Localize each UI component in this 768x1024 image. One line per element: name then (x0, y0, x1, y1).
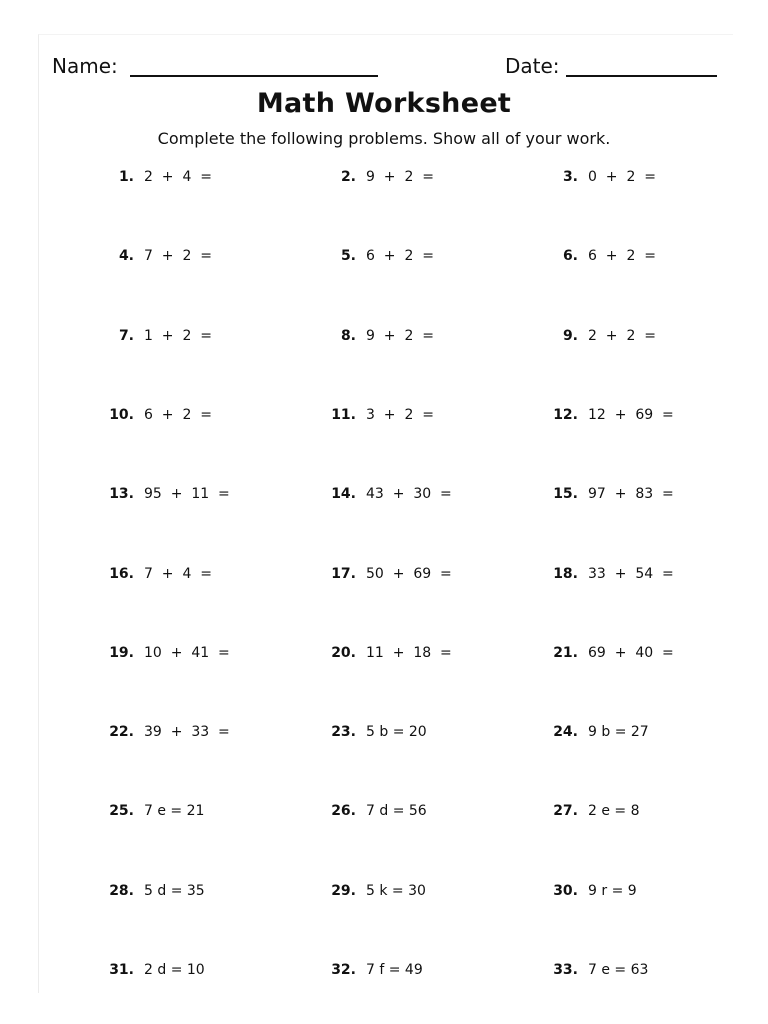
problem-number: 13. (109, 486, 134, 502)
problem-number: 16. (109, 566, 134, 582)
problem-expression: 33 + 54 = (588, 566, 674, 582)
worksheet-header (52, 52, 720, 82)
problem-expression: 43 + 30 = (366, 486, 452, 502)
problem-number: 20. (331, 645, 356, 661)
problem-expression: 5 k = 30 (366, 883, 426, 899)
problem-expression: 69 + 40 = (588, 645, 674, 661)
problem-expression: 5 b = 20 (366, 724, 427, 740)
problem-expression: 11 + 18 = (366, 645, 452, 661)
problem-expression: 0 + 2 = (588, 169, 656, 185)
problem-number: 14. (331, 486, 356, 502)
worksheet-title: Math Worksheet (256, 88, 512, 119)
date-label: Date: (505, 54, 560, 78)
problem-number: 6. (562, 248, 578, 264)
problem-item (0, 722, 768, 742)
problem-expression: 2 e = 8 (588, 803, 640, 819)
problem-number: 9. (562, 328, 578, 344)
problem-number: 2. (340, 169, 356, 185)
problem-expression: 2 d = 10 (144, 962, 205, 978)
problem-expression: 9 r = 9 (588, 883, 637, 899)
problem-number: 10. (109, 407, 134, 423)
problem-expression: 50 + 69 = (366, 566, 452, 582)
problem-number: 26. (331, 803, 356, 819)
problem-expression: 6 + 2 = (366, 248, 434, 264)
date-blank-line (566, 75, 717, 77)
problem-item (0, 801, 768, 821)
problem-expression: 2 + 2 = (588, 328, 656, 344)
problem-expression: 10 + 41 = (144, 645, 230, 661)
problem-expression: 2 + 4 = (144, 169, 212, 185)
problem-expression: 9 b = 27 (588, 724, 649, 740)
problem-item (0, 246, 768, 266)
problem-item (0, 960, 768, 980)
problem-number: 23. (331, 724, 356, 740)
problem-expression: 1 + 2 = (144, 328, 212, 344)
problem-expression: 6 + 2 = (144, 407, 212, 423)
problem-item (0, 405, 768, 425)
problem-expression: 95 + 11 = (144, 486, 230, 502)
problem-number: 28. (109, 883, 134, 899)
problem-number: 7. (118, 328, 134, 344)
problem-item (0, 484, 768, 504)
worksheet-instructions: Complete the following problems. Show all of your work. (157, 129, 611, 148)
problem-number: 8. (340, 328, 356, 344)
problem-number: 22. (109, 724, 134, 740)
name-blank-line (130, 75, 378, 77)
problem-item (0, 167, 768, 187)
problem-expression: 9 + 2 = (366, 169, 434, 185)
problem-number: 30. (553, 883, 578, 899)
name-label: Name: (52, 54, 118, 78)
problem-number: 31. (109, 962, 134, 978)
problem-number: 27. (553, 803, 578, 819)
problem-number: 5. (340, 248, 356, 264)
problem-item (0, 643, 768, 663)
problem-number: 25. (109, 803, 134, 819)
problem-number: 33. (553, 962, 578, 978)
problem-number: 29. (331, 883, 356, 899)
problem-number: 21. (553, 645, 578, 661)
problem-expression: 7 e = 21 (144, 803, 205, 819)
problem-expression: 3 + 2 = (366, 407, 434, 423)
problem-expression: 7 d = 56 (366, 803, 427, 819)
problem-number: 1. (118, 169, 134, 185)
problem-expression: 7 e = 63 (588, 962, 649, 978)
problem-number: 32. (331, 962, 356, 978)
problem-expression: 9 + 2 = (366, 328, 434, 344)
problem-expression: 97 + 83 = (588, 486, 674, 502)
problem-item (0, 326, 768, 346)
problem-expression: 7 f = 49 (366, 962, 423, 978)
problem-number: 15. (553, 486, 578, 502)
problem-number: 3. (562, 169, 578, 185)
problem-expression: 5 d = 35 (144, 883, 205, 899)
problem-number: 18. (553, 566, 578, 582)
problem-number: 17. (331, 566, 356, 582)
problem-item (0, 564, 768, 584)
problem-number: 24. (553, 724, 578, 740)
problem-number: 19. (109, 645, 134, 661)
problem-expression: 39 + 33 = (144, 724, 230, 740)
problem-expression: 7 + 4 = (144, 566, 212, 582)
problem-number: 4. (118, 248, 134, 264)
problem-expression: 12 + 69 = (588, 407, 674, 423)
problem-expression: 7 + 2 = (144, 248, 212, 264)
problem-expression: 6 + 2 = (588, 248, 656, 264)
problem-number: 12. (553, 407, 578, 423)
problem-item (0, 881, 768, 901)
problem-number: 11. (331, 407, 356, 423)
